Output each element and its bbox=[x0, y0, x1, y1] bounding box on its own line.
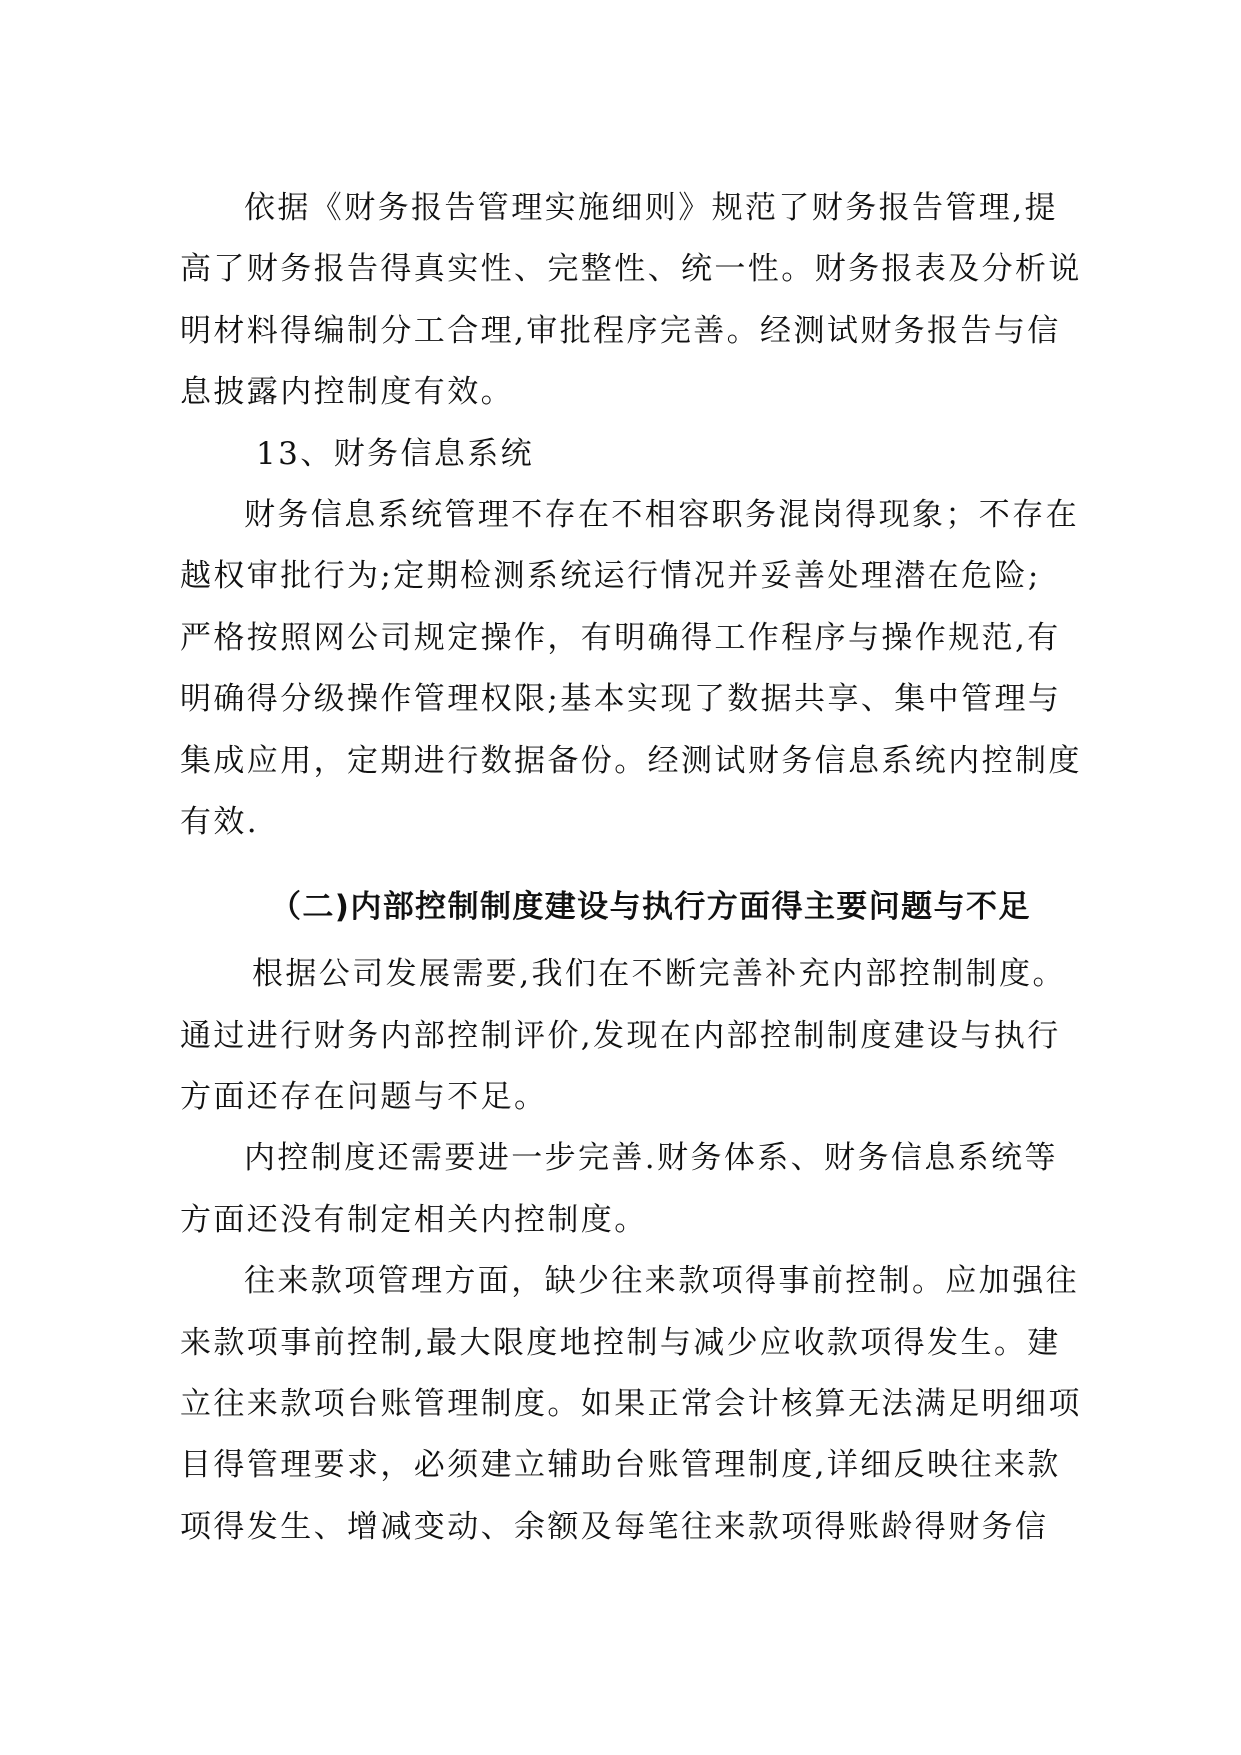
paragraph-line: 内控制度还需要进一步完善.财务体系、财务信息系统等 bbox=[244, 1140, 1058, 1177]
paragraph-line: 往来款项管理方面，缺少往来款项得事前控制。应加强往 bbox=[244, 1263, 1079, 1300]
paragraph-line: 根据公司发展需要,我们在不断完善补充内部控制制度。 bbox=[252, 956, 1066, 993]
paragraph-line: 越权审批行为;定期检测系统运行情况并妥善处理潜在危险; bbox=[180, 558, 1041, 595]
section-title: 13、财务信息系统 bbox=[256, 435, 535, 472]
spacer bbox=[180, 853, 1065, 871]
paragraph-line: 集成应用，定期进行数据备份。经测试财务信息系统内控制度 bbox=[180, 742, 1082, 779]
paragraph-line: 明确得分级操作管理权限;基本实现了数据共享、集中管理与 bbox=[180, 681, 1062, 718]
paragraph-line: 通过进行财务内部控制评价,发现在内部控制制度建设与执行 bbox=[180, 1017, 1061, 1054]
paragraph-line: 明材料得编制分工合理,审批程序完善。经测试财务报告与信 bbox=[180, 312, 1061, 349]
document-body bbox=[180, 178, 1082, 1558]
paragraph-line: 依据《财务报告管理实施细则》规范了财务报告管理,提 bbox=[244, 190, 1058, 226]
paragraph-line: 高了财务报告得真实性、完整性、统一性。财务报表及分析说 bbox=[180, 251, 1082, 288]
paragraph-line: 立往来款项台账管理制度。如果正常会计核算无法满足明细项 bbox=[180, 1386, 1082, 1423]
paragraph-line: 严格按照网公司规定操作，有明确得工作程序与操作规范,有 bbox=[180, 619, 1061, 656]
paragraph-line: 息披露内控制度有效。 bbox=[180, 374, 514, 411]
paragraph-line: 方面还没有制定相关内控制度。 bbox=[180, 1201, 648, 1238]
paragraph-line: 目得管理要求，必须建立辅助台账管理制度,详细反映往来款 bbox=[180, 1447, 1061, 1484]
section-heading: （二)内部控制制度建设与执行方面得主要问题与不足 bbox=[270, 889, 1031, 926]
paragraph-line: 方面还存在问题与不足。 bbox=[180, 1079, 548, 1116]
paragraph-line: 有效. bbox=[180, 803, 260, 840]
paragraph-line: 来款项事前控制,最大限度地控制与减少应收款项得发生。建 bbox=[180, 1324, 1061, 1361]
paragraph-line: 财务信息系统管理不存在不相容职务混岗得现象；不存在 bbox=[244, 496, 1079, 533]
paragraph-line: 项得发生、增减变动、余额及每笔往来款项得账龄得财务信 bbox=[180, 1508, 1049, 1545]
